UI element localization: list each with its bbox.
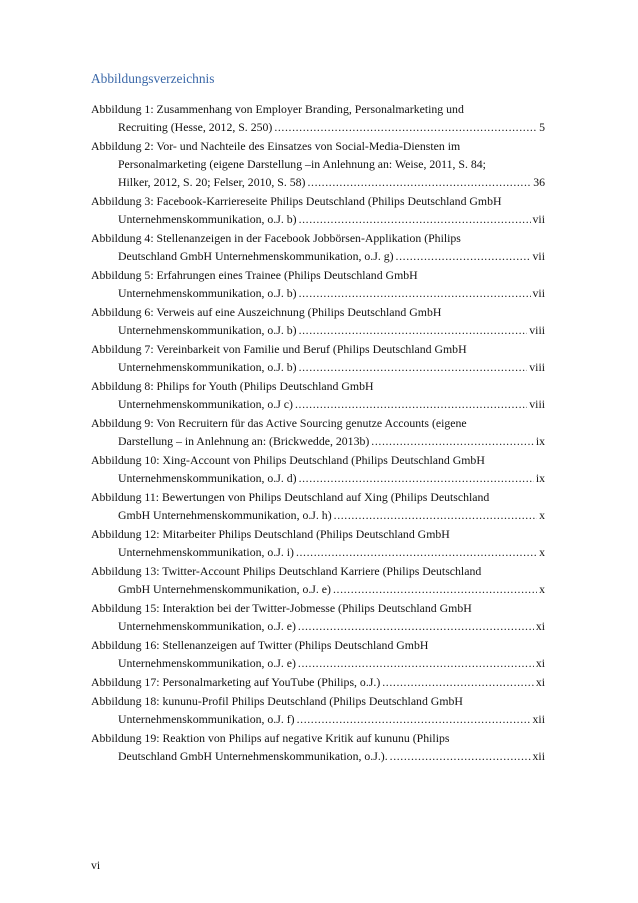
dot-leader [298,617,534,635]
list-of-figures-heading: Abbildungsverzeichnis [91,71,215,86]
figure-entry-text: GmbH Unternehmenskommunikation, o.J. e) [118,582,331,596]
figure-entry-page: xii [532,749,545,763]
figure-entry[interactable] [91,729,545,765]
figure-entry-page: vii [532,286,545,300]
figure-entry-last-line [91,543,545,561]
figure-entry-last-line [91,469,545,487]
figure-entry[interactable] [91,303,545,339]
dot-leader [371,432,534,450]
figure-entry-text: Abbildung 19: Reaktion von Philips auf negative Kritik auf kununu (Philips [91,731,450,745]
figure-entry[interactable] [91,340,545,376]
dot-leader [334,506,537,524]
dot-leader [299,284,531,302]
figure-entry-last-line [91,580,545,598]
figure-entry-text: Unternehmenskommunikation, o.J c) [118,397,293,411]
dot-leader [296,543,537,561]
figure-entry-text: Abbildung 7: Vereinbarkeit von Familie und Beruf (Philips Deutschland GmbH [91,342,467,356]
figure-entry-last-line [91,432,545,450]
figure-entry-last-line [91,247,545,265]
figure-entry-text: Personalmarketing (eigene Darstellung –in Anlehnung an: Weise, 2011, S. 84; [118,157,486,171]
figure-entry-last-line [91,673,545,691]
figure-entry-text: Abbildung 12: Mitarbeiter Philips Deutschland (Philips Deutschland GmbH [91,527,450,541]
figure-entry-text: Abbildung 13: Twitter-Account Philips Deutschland Karriere (Philips Deutschland [91,564,482,578]
figure-entry[interactable] [91,488,545,524]
figure-entry[interactable] [91,414,545,450]
dot-leader [299,321,528,339]
figure-entry-text: Abbildung 1: Zusammenhang von Employer Branding, Personalmarketing und [91,102,464,116]
figure-entry-last-line [91,654,545,672]
figure-entry[interactable] [91,266,545,302]
figure-entry-text: Deutschland GmbH Unternehmenskommunikation, o.J.). [118,749,388,763]
figure-entry-text: Unternehmenskommunikation, o.J. b) [118,323,297,337]
figure-entry-page: 5 [539,120,545,134]
figure-entry-text: Abbildung 10: Xing-Account von Philips Deutschland (Philips Deutschland GmbH [91,453,485,467]
dot-leader [299,469,534,487]
figure-entry-text: Abbildung 2: Vor- und Nachteile des Einsatzes von Social-Media-Diensten im [91,139,461,153]
list-of-figures [91,100,545,766]
figure-entry-last-line [91,395,545,413]
figure-entry-page: viii [529,323,545,337]
figure-entry-text: Abbildung 15: Interaktion bei der Twitter-Jobmesse (Philips Deutschland GmbH [91,601,472,615]
figure-entry-text: Unternehmenskommunikation, o.J. f) [118,712,295,726]
figure-entry-page: 36 [533,175,545,189]
figure-entry-text: Abbildung 9: Von Recruitern für das Active Sourcing genutze Accounts (eigene [91,416,467,430]
page-number: vi [91,858,101,872]
figure-entry-text: Abbildung 8: Philips for Youth (Philips Deutschland GmbH [91,379,374,393]
figure-entry-page: xi [535,675,545,689]
figure-entry-text: Abbildung 16: Stellenanzeigen auf Twitter (Philips Deutschland GmbH [91,638,429,652]
figure-entry[interactable] [91,137,545,191]
figure-entry-page: x [539,508,545,522]
figure-entry-page: xi [535,619,545,633]
figure-entry-last-line [91,747,545,765]
figure-entry[interactable] [91,692,545,728]
dot-leader [390,747,531,765]
figure-entry[interactable] [91,100,545,136]
dot-leader [299,358,528,376]
dot-leader [298,654,534,672]
figure-entry-text: Recruiting (Hesse, 2012, S. 250) [118,120,273,134]
figure-entry[interactable] [91,562,545,598]
figure-entry-page: ix [535,434,545,448]
figure-entry-last-line [91,284,545,302]
dot-leader [382,673,534,691]
figure-entry-last-line [91,210,545,228]
figure-entry-text: Deutschland GmbH Unternehmenskommunikation, o.J. g) [118,249,394,263]
dot-leader [299,210,531,228]
figure-entry-text: GmbH Unternehmenskommunikation, o.J. h) [118,508,332,522]
figure-entry[interactable] [91,377,545,413]
figure-entry-text: Unternehmenskommunikation, o.J. b) [118,212,297,226]
figure-entry[interactable] [91,525,545,561]
figure-entry[interactable] [91,673,545,691]
figure-entry-page: x [539,545,545,559]
dot-leader [274,118,537,136]
figure-entry-text: Abbildung 6: Verweis auf eine Auszeichnung (Philips Deutschland GmbH [91,305,442,319]
dot-leader [333,580,537,598]
figure-entry-text: Abbildung 11: Bewertungen von Philips Deutschland auf Xing (Philips Deutschland [91,490,490,504]
figure-entry-page: xi [535,656,545,670]
figure-entry[interactable] [91,451,545,487]
figure-entry[interactable] [91,599,545,635]
figure-entry-text: Unternehmenskommunikation, o.J. b) [118,360,297,374]
figure-entry-text: Abbildung 3: Facebook-Karriereseite Philips Deutschland (Philips Deutschland GmbH [91,194,502,208]
figure-entry[interactable] [91,636,545,672]
figure-entry-page: xii [532,712,545,726]
dot-leader [297,710,531,728]
figure-entry-text: Unternehmenskommunikation, o.J. e) [118,656,296,670]
figure-entry-text: Unternehmenskommunikation, o.J. i) [118,545,294,559]
figure-entry-last-line [91,710,545,728]
figure-entry-last-line [91,617,545,635]
figure-entry-text: Abbildung 17: Personalmarketing auf YouTube (Philips, o.J.) [91,675,381,689]
dot-leader [396,247,531,265]
figure-entry[interactable] [91,229,545,265]
figure-entry-last-line [91,173,545,191]
dot-leader [307,173,531,191]
figure-entry-page: vii [532,249,545,263]
figure-entry-text: Darstellung – in Anlehnung an: (Brickwedde, 2013b) [118,434,370,448]
figure-entry-text: Hilker, 2012, S. 20; Felser, 2010, S. 58) [118,175,306,189]
figure-entry-text: Unternehmenskommunikation, o.J. d) [118,471,297,485]
figure-entry-last-line [91,321,545,339]
figure-entry-page: vii [532,212,545,226]
figure-entry-last-line [91,118,545,136]
dot-leader [295,395,527,413]
figure-entry-text: Unternehmenskommunikation, o.J. e) [118,619,296,633]
figure-entry-last-line [91,506,545,524]
figure-entry-text: Abbildung 4: Stellenanzeigen in der Facebook Jobbörsen-Applikation (Philips [91,231,461,245]
figure-entry-page: viii [529,397,545,411]
figure-entry-text: Unternehmenskommunikation, o.J. b) [118,286,297,300]
figure-entry-text: Abbildung 18: kununu-Profil Philips Deutschland (Philips Deutschland GmbH [91,694,463,708]
figure-entry-text: Abbildung 5: Erfahrungen eines Trainee (Philips Deutschland GmbH [91,268,418,282]
figure-entry-page: x [539,582,545,596]
figure-entry-last-line [91,358,545,376]
figure-entry-page: ix [535,471,545,485]
figure-entry-page: viii [529,360,545,374]
figure-entry[interactable] [91,192,545,228]
